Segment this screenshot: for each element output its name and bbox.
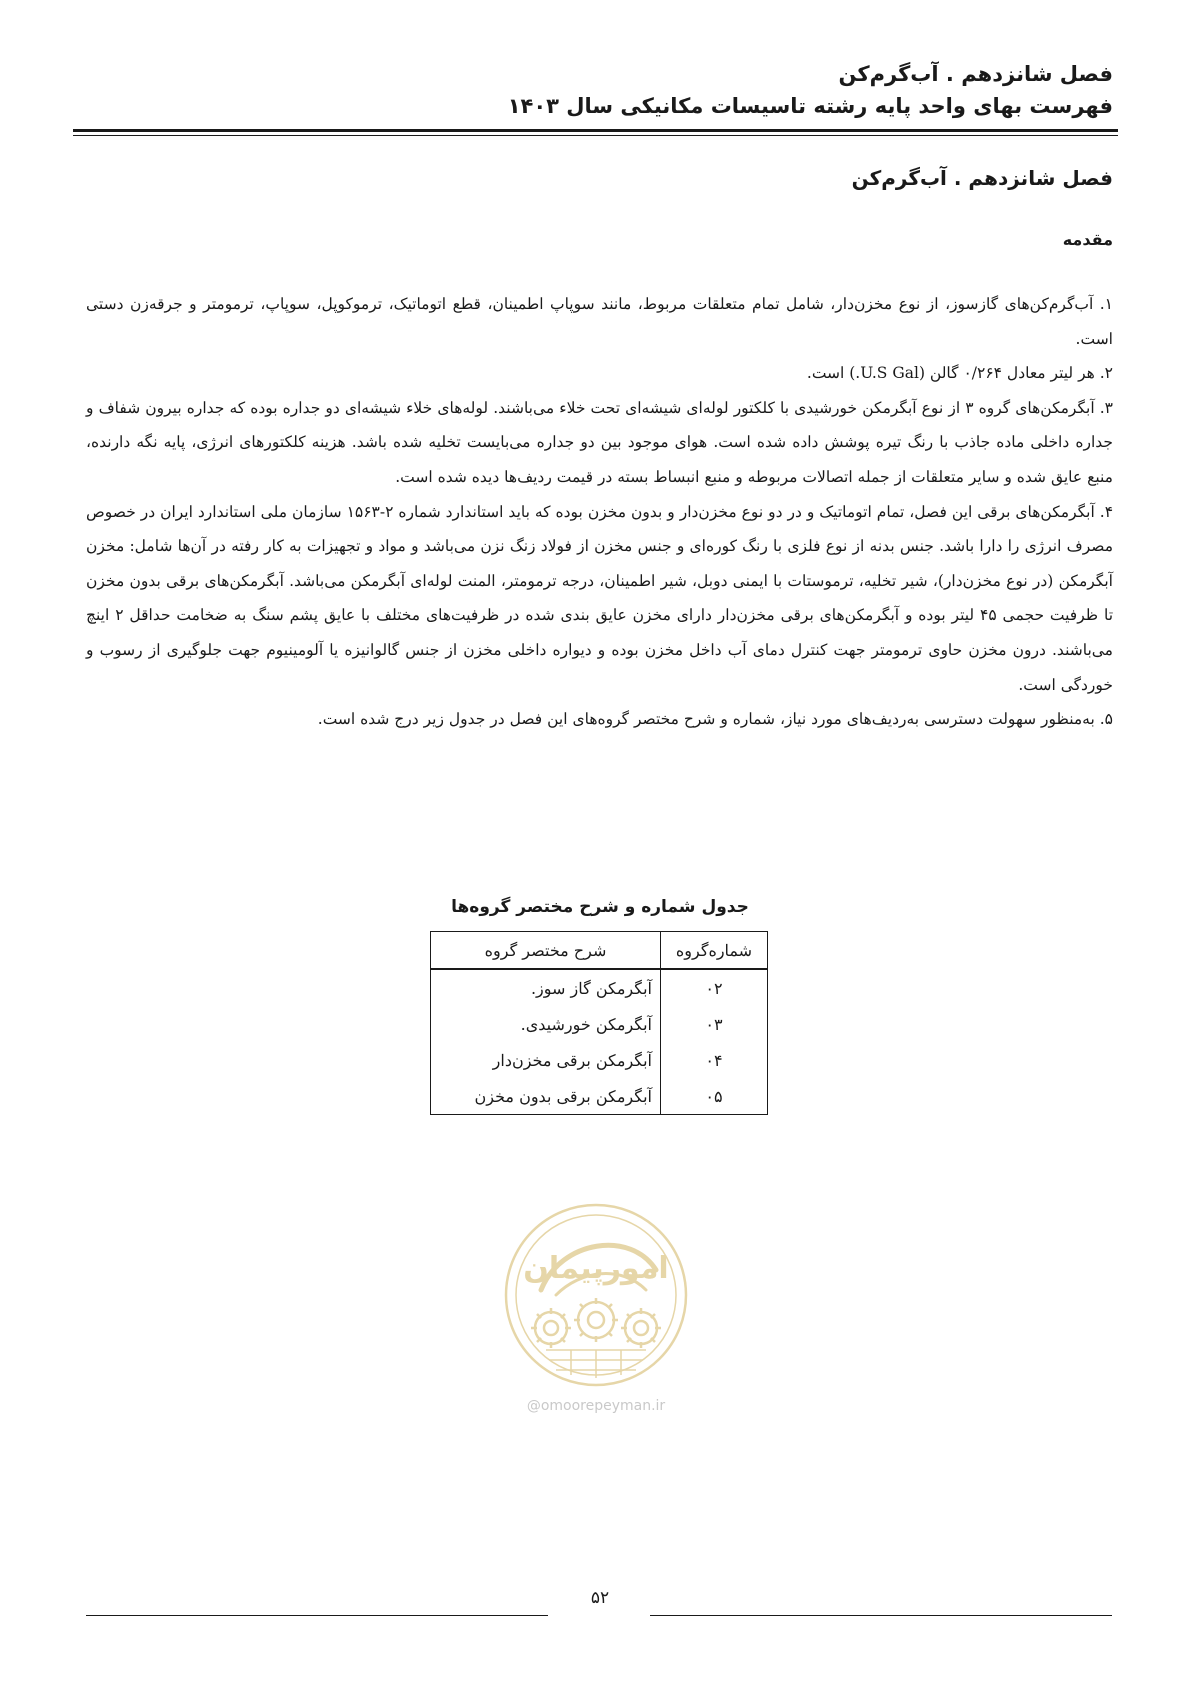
group-number-cell: ۰۳ (661, 1006, 768, 1042)
paragraph-2: ۲. هر لیتر معادل ۰/۲۶۴ گالن (U.S Gal.) است. (806, 364, 1113, 383)
paragraph-1: ۱. آب‌گرم‌کن‌های گازسوز، از نوع مخزن‌دار، شامل تمام متعلقات مربوط، مانند سوپاپ اطمینان، قطع اتوماتیک، ترموکوپل، سوپاپ، ترمومتر و جرقه‌زن دستی است. (86, 295, 1113, 348)
group-number-cell: ۰۲ (661, 969, 768, 1006)
footer-divider-right (650, 1615, 1112, 1616)
section-title: فصل شانزدهم . آب‌گرم‌کن (851, 166, 1113, 190)
header-divider-thick (73, 129, 1118, 132)
intro-body (86, 287, 1113, 737)
header-group-description: شرح مختصر گروه (431, 932, 661, 970)
table-row (431, 969, 768, 1006)
watermark-logo-icon (501, 1200, 691, 1390)
group-description-cell: آبگرمکن برقی بدون مخزن (431, 1078, 661, 1115)
table-title: جدول شماره و شرح مختصر گروه‌ها (451, 897, 749, 917)
table-row (431, 1078, 768, 1115)
page-number: ۵۲ (590, 1588, 610, 1608)
watermark-url: @omoorepeyman.ir (526, 1398, 666, 1414)
header-chapter-title: فصل شانزدهم . آب‌گرم‌کن (838, 62, 1113, 86)
header-divider-thin (73, 135, 1118, 136)
header-catalog-title: فهرست بهای واحد پایه رشته تاسیسات مکانیکی سال ۱۴۰۳ (507, 94, 1113, 118)
group-number-cell: ۰۴ (661, 1042, 768, 1078)
page-header (78, 58, 1113, 122)
group-description-cell: آبگرمکن خورشیدی. (431, 1006, 661, 1042)
table-row (431, 1042, 768, 1078)
groups-table (430, 931, 768, 1115)
group-number-cell: ۰۵ (661, 1078, 768, 1115)
paragraph-4: ۴. آبگرمکن‌های برقی این فصل، تمام اتوماتیک و در دو نوع مخزن‌دار و بدون مخزن بوده که باید استاندارد شماره ۲-۱۵۶۳ سازمان ملی استاندارد ایران در خصوص مصرف انرژی را دارا باشد. جنس بدنه از نوع فلزی با رنگ کوره‌ای و جنس مخزن از فولاد زنگ نزن می‌باشد و مواد و تجهیزات به کار رفته در آن‌ها شامل: مخزن آبگرمکن (در نوع مخزن‌دار)، شیر تخلیه، ترموستات با ایمنی دوبل، شیر اطمینان، درجه ترمومتر، المنت لوله‌ای آبگرمکن می‌باشد. آبگرمکن‌های برقی بدون مخزن تا ظرفیت حجمی ۴۵ لیتر بوده و آبگرمکن‌های برقی مخزن‌دار دارای مخزن عایق بندی شده در ظرفیت‌های مختلف با عایق پشم سنگ به ضخامت حداقل ۲ اینچ می‌باشند. درون مخزن حاوی ترمومتر جهت کنترل دمای آب داخل مخزن بوده و دیواره داخلی مخزن از جنس گالوانیزه یا آلومینیوم جهت جلوگیری از رسوب و خوردگی است. (86, 502, 1114, 694)
paragraph-3: ۳. آبگرمکن‌های گروه ۳ از نوع آبگرمکن خورشیدی با کلکتور لوله‌ای شیشه‌ای تحت خلاء می‌باشند. لوله‌های خلاء شیشه‌ای دو جداره بوده که جداره بیرون شفاف و جداره داخلی ماده جاذب با رنگ تیره پوشش داده شده است. هوای موجود بین دو جداره می‌بایست تخلیه شده باشد. هزینه کلکتورهای انرژی، پایه نگه دارنده، منبع عایق شده و سایر متعلقات از جمله اتصالات مربوطه و منبع انبساط بسته در قیمت ردیف‌ها دیده شده است. (86, 398, 1113, 486)
table-row (431, 1006, 768, 1042)
footer-divider-left (86, 1615, 548, 1616)
table-header-row (431, 932, 768, 970)
group-description-cell: آبگرمکن برقی مخزن‌دار (431, 1042, 661, 1078)
watermark-logo-text: امورپیمان (523, 1251, 669, 1286)
header-group-number: شماره‌گروه (661, 932, 768, 970)
group-description-cell: آبگرمکن گاز سوز. (431, 969, 661, 1006)
intro-heading: مقدمه (1062, 230, 1113, 249)
paragraph-5: ۵. به‌منظور سهولت دسترسی به‌ردیف‌های مورد نیاز، شماره و شرح مختصر گروه‌های این فصل در جدول زیر درج شده است. (317, 710, 1113, 729)
